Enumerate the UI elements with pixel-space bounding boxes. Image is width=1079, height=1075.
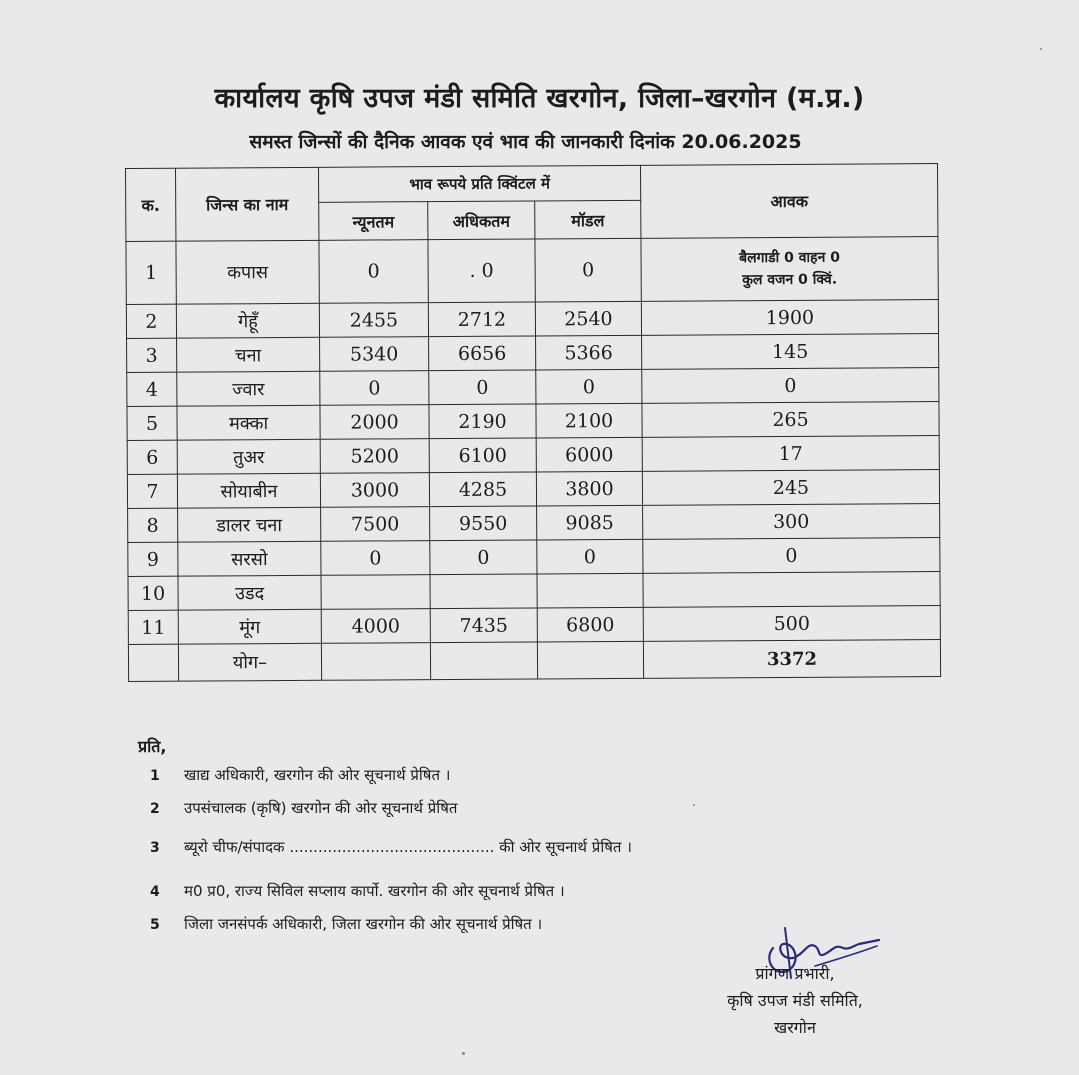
header-modal-price: मॉडल xyxy=(535,201,641,239)
recipient-item xyxy=(138,831,838,877)
row-max: 6656 xyxy=(429,336,536,371)
row-commodity: चना xyxy=(177,337,320,372)
recipient-item xyxy=(138,914,838,947)
recipient-text: जिला जनसंपर्क अधिकारी, जिला खरगोन की ओर सूचनार्थ प्रेषित । xyxy=(184,915,543,933)
row-serial: 6 xyxy=(127,440,177,474)
total-label: योग– xyxy=(178,643,321,681)
header-max-price: अधिकतम xyxy=(428,201,535,239)
row-modal: 2540 xyxy=(535,301,641,336)
row-max: 0 xyxy=(429,370,536,405)
row-modal: 0 xyxy=(537,539,643,574)
row-serial: 1 xyxy=(126,241,176,304)
row-modal: 6800 xyxy=(537,607,643,642)
recipients-heading: प्रति, xyxy=(138,737,167,756)
row-arrival xyxy=(643,572,940,608)
row-commodity: सोयाबीन xyxy=(177,473,320,508)
row-serial: 9 xyxy=(128,542,178,576)
row-modal: 0 xyxy=(536,369,642,404)
row-max: 9550 xyxy=(430,506,537,541)
recipient-number: 1 xyxy=(150,768,160,784)
row-arrival: 265 xyxy=(642,402,939,438)
table-row xyxy=(128,538,940,577)
row-max: 4285 xyxy=(429,472,536,507)
total-serial-empty xyxy=(128,644,178,681)
row-commodity: ज्वार xyxy=(177,371,320,406)
row-min: 2455 xyxy=(319,303,428,338)
total-max-empty xyxy=(430,642,537,680)
table-row xyxy=(127,470,939,509)
row-commodity: मूंग xyxy=(178,609,321,644)
rates-table-wrapper xyxy=(125,163,940,682)
table-row xyxy=(127,368,939,407)
header-min-price: न्यूनतम xyxy=(319,202,428,240)
row-commodity: तुअर xyxy=(177,439,320,474)
row-serial: 5 xyxy=(127,406,177,440)
recipient-number: 4 xyxy=(150,884,160,900)
row-arrival: 17 xyxy=(642,436,939,472)
row-max: 2190 xyxy=(429,404,536,439)
recipient-text: खाद्य अधिकारी, खरगोन की ओर सूचनार्थ प्रेषित । xyxy=(184,766,451,784)
row-serial: 8 xyxy=(128,508,178,542)
row-modal: 9085 xyxy=(537,505,643,540)
row-commodity: सरसो xyxy=(178,541,321,576)
row-commodity: उडद xyxy=(178,575,321,610)
table-row xyxy=(127,402,939,441)
row-min: 4000 xyxy=(321,609,430,644)
row-serial: 11 xyxy=(128,610,178,644)
signatory-place: खरगोन xyxy=(774,1018,816,1037)
table-row xyxy=(127,334,939,373)
row-commodity: मक्का xyxy=(177,405,320,440)
table-row xyxy=(126,300,938,339)
row-min xyxy=(321,575,430,610)
paper-speck xyxy=(462,1052,465,1055)
recipient-text: म0 प्र0, राज्य सिविल सप्लाय कार्पो. खरगोन की ओर सूचनार्थ प्रेषित । xyxy=(184,882,565,900)
signatory-designation: प्रांगण प्रभारी, xyxy=(755,964,835,983)
row-commodity: कपास xyxy=(176,240,319,304)
row-serial: 3 xyxy=(127,338,177,372)
header-commodity-name: जिन्स का नाम xyxy=(176,167,319,241)
row-arrival: 300 xyxy=(643,504,940,540)
row-min: 5200 xyxy=(320,439,429,474)
row-modal: 6000 xyxy=(536,437,642,472)
row-max: . 0 xyxy=(428,239,535,303)
paper-speck xyxy=(1040,48,1042,50)
total-arrival: 3372 xyxy=(643,640,940,679)
report-subtitle: समस्त जिन्सों की दैनिक आवक एवं भाव की जानकारी दिनांक 20.06.2025 xyxy=(249,131,802,153)
signatory-office: कृषि उपज मंडी समिति, xyxy=(727,991,863,1010)
arrival-weight: कुल वजन 0 क्विं. xyxy=(742,271,838,289)
header-serial: क. xyxy=(126,168,176,241)
row-arrival: 245 xyxy=(642,470,939,506)
recipient-text: उपसंचालक (कृषि) खरगोन की ओर सूचनार्थ प्रेषित xyxy=(184,799,458,817)
row-modal: 2100 xyxy=(536,403,642,438)
row-serial: 7 xyxy=(127,474,177,508)
row-commodity: गेहूँ xyxy=(176,303,319,338)
table-row xyxy=(128,606,940,645)
row-max: 7435 xyxy=(430,608,537,643)
total-min-empty xyxy=(321,643,430,681)
recipient-number: 3 xyxy=(150,840,160,856)
total-modal-empty xyxy=(537,641,643,679)
row-arrival: 0 xyxy=(643,538,940,574)
header-arrival: आवक xyxy=(640,164,937,239)
row-min: 0 xyxy=(321,541,430,576)
mandi-rates-table xyxy=(125,163,941,682)
signature-block xyxy=(690,960,900,1041)
recipient-item xyxy=(138,765,838,798)
table-row xyxy=(128,572,940,611)
row-min: 3000 xyxy=(320,473,429,508)
row-serial: 4 xyxy=(127,372,177,406)
recipient-number: 2 xyxy=(150,801,160,817)
row-max: 2712 xyxy=(428,302,535,337)
recipient-item xyxy=(138,798,838,831)
total-row xyxy=(128,640,940,682)
row-arrival: 145 xyxy=(642,334,939,370)
row-min: 5340 xyxy=(320,337,429,372)
row-modal: 0 xyxy=(535,238,641,302)
recipient-number: 5 xyxy=(150,917,160,933)
row-min: 2000 xyxy=(320,405,429,440)
row-commodity: डालर चना xyxy=(178,507,321,542)
row-modal: 3800 xyxy=(536,471,642,506)
row-min: 0 xyxy=(320,371,429,406)
row-max: 0 xyxy=(430,540,537,575)
row-max xyxy=(430,574,537,609)
row-serial: 2 xyxy=(126,304,176,338)
recipient-item xyxy=(138,877,838,914)
recipients-section xyxy=(138,735,838,947)
row-max: 6100 xyxy=(429,438,536,473)
row-min: 7500 xyxy=(321,507,430,542)
row-arrival: 500 xyxy=(643,606,940,642)
row-modal xyxy=(537,573,643,608)
row-arrival: 1900 xyxy=(641,300,938,336)
row-modal: 5366 xyxy=(536,335,642,370)
recipient-text: ब्यूरो चीफ/संपादक ........................................... की ओर सूचनार्थ प्रेषित । xyxy=(184,838,632,856)
table-row xyxy=(128,504,940,543)
row-arrival xyxy=(641,237,938,302)
row-arrival: 0 xyxy=(642,368,939,404)
arrival-vehicles: बैलगाडी 0 वाहन 0 xyxy=(739,249,841,267)
table-row xyxy=(126,237,938,305)
header-price-group: भाव रूपये प्रति क्विंटल में xyxy=(318,165,640,202)
paper-speck xyxy=(693,804,695,806)
office-title: कार्यालय कृषि उपज मंडी समिति खरगोन, जिला–खरगोन (म.प्र.) xyxy=(214,83,865,114)
table-row xyxy=(127,436,939,475)
row-min: 0 xyxy=(319,240,428,304)
row-serial: 10 xyxy=(128,576,178,610)
